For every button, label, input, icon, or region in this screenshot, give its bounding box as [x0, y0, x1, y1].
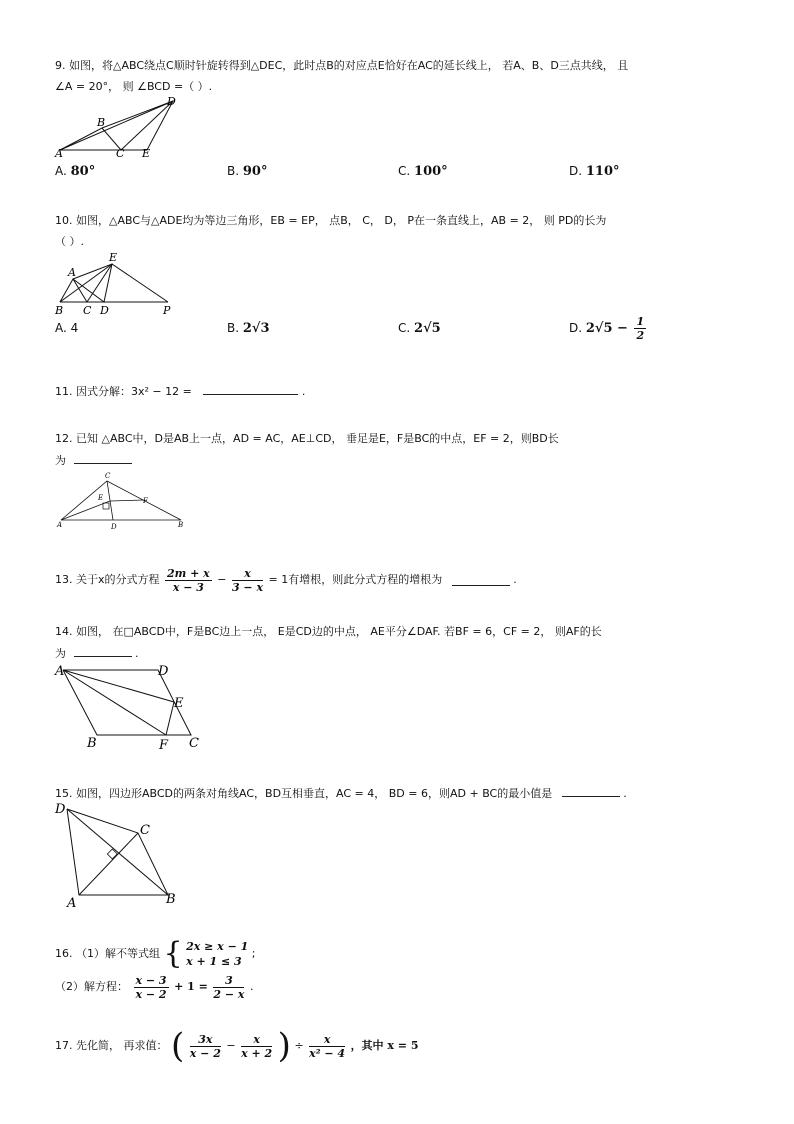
q14-line1: 14. 如图， 在□ABCD中，F是BC边上一点， E是CD边的中点， AE平分∠DAF. 若BF = 6，CF = 2， 则AF的长 [55, 625, 602, 638]
denominator: 3 − x [231, 580, 264, 594]
q17-fraction-2 [241, 1033, 272, 1060]
numerator: x [309, 1033, 345, 1047]
q14-label-b: B [87, 736, 97, 751]
q9-figure [55, 95, 185, 160]
q14-label-f: F [159, 738, 169, 753]
q13-fraction-1 [165, 567, 212, 594]
q15-figure [53, 800, 188, 912]
option-value: 80° [70, 164, 96, 179]
denominator: x − 2 [189, 1046, 221, 1060]
q14-label-c: C [189, 736, 199, 751]
q10-d-fraction [634, 315, 646, 342]
left-brace-icon: { [163, 936, 183, 971]
q12-label-b: B [178, 521, 184, 529]
q12-label-a: A [57, 521, 63, 529]
numerator: 3 [213, 974, 244, 988]
q10-label-b: B [55, 304, 64, 317]
option-value: 4 [70, 321, 79, 335]
q11-prompt: 11. 因式分解：3x² − 12 = [55, 385, 192, 398]
q13-suffix: = 1有增根，则此分式方程的增根为 [268, 573, 443, 586]
q9-option-d[interactable] [569, 164, 620, 179]
q16-part2-label: （2）解方程： [55, 980, 128, 993]
q12-label-e: E [98, 494, 104, 502]
denominator: x² − 4 [309, 1046, 346, 1060]
q12-label-d: D [111, 523, 117, 531]
denominator: x − 3 [172, 580, 204, 594]
q10-label-p: P [163, 304, 171, 317]
q16-end: . [249, 980, 254, 993]
q15-answer-blank[interactable] [562, 786, 620, 797]
q9-line1: 9. 如图，将△ABC绕点C顺时针旋转得到△DEC，此时点B的对应点E恰好在AC的延长线上， 若A、B、D三点共线， 且 [55, 59, 629, 72]
q10-option-d[interactable] [569, 315, 648, 342]
q14-line2 [55, 646, 139, 661]
q12-line2 [55, 453, 132, 468]
q10-figure [55, 251, 180, 317]
q17-prefix: 17. 先化简， 再求值： [55, 1039, 168, 1052]
q15-label-b: B [166, 892, 176, 907]
q9-label-e: E [142, 147, 151, 160]
minus-sign: − [226, 1039, 236, 1052]
q15-end: . [623, 787, 627, 800]
option-value: 2√5 − [585, 321, 633, 336]
option-value: 2√5 [414, 321, 441, 336]
denominator: x − 2 [135, 987, 167, 1001]
q9-option-c[interactable] [398, 164, 448, 179]
q12-answer-blank[interactable] [74, 453, 132, 464]
q11-text [55, 384, 305, 399]
q12-figure [57, 470, 187, 530]
denominator: x + 2 [241, 1046, 273, 1060]
q17-fraction-1 [190, 1033, 221, 1060]
q9-option-a[interactable] [55, 164, 95, 179]
q15-prompt: 15. 如图，四边形ABCD的两条对角线AC，BD互相垂直，AC = 4， BD = 6，则AD + BC的最小值是 [55, 787, 553, 800]
inequality-2: x + 1 ≤ 3 [186, 955, 242, 968]
inequality-1: 2x ≥ x − 1 [186, 940, 249, 953]
q9-label-b: B [97, 116, 106, 129]
denominator: 2 [636, 329, 645, 342]
numerator: x [232, 567, 263, 581]
option-letter: D. [569, 164, 583, 178]
q11-end: . [301, 385, 306, 398]
q10-label-c: C [83, 304, 92, 317]
q9-label-a: A [55, 147, 63, 160]
numerator: 3x [190, 1033, 221, 1047]
q17-fraction-3 [309, 1033, 345, 1060]
numerator: 2m + x [167, 566, 210, 580]
q15-label-a: A [67, 896, 77, 911]
q10-label-d: D [100, 304, 109, 317]
q17-suffix: ，其中 x = 5 [350, 1039, 419, 1052]
q10-label-a: A [68, 266, 76, 279]
q13-end: . [513, 573, 517, 586]
q12-label-f: F [143, 497, 148, 505]
inequality-system [186, 939, 248, 969]
numerator: 1 [636, 315, 645, 328]
q9-option-b[interactable] [227, 164, 267, 179]
q10-line1: 10. 如图，△ABC与△ADE均为等边三角形，EB = EP， 点B， C， D， P在一条直线上，AB = 2， 则 PD的长为 [55, 214, 607, 227]
q14-label-e: E [174, 696, 184, 711]
option-letter: C. [398, 164, 411, 178]
q14-figure [55, 662, 205, 753]
q14-label-d: D [158, 664, 169, 679]
q16-part1 [55, 938, 256, 970]
q15-text [55, 786, 627, 801]
option-value: 100° [414, 164, 448, 179]
q13-fraction-2 [232, 567, 263, 594]
left-paren: ( [171, 1026, 185, 1066]
q9-line2: ∠A = 20°， 则 ∠BCD =（ ）. [55, 80, 213, 93]
q13-prefix: 13. 关于x的分式方程 [55, 573, 160, 586]
divide-sign: ÷ [294, 1039, 304, 1052]
numerator: x [241, 1033, 272, 1047]
q11-answer-blank[interactable] [203, 384, 298, 395]
q14-end: . [135, 647, 139, 660]
option-value: 90° [242, 164, 268, 179]
option-letter: A. [55, 164, 67, 178]
q10-option-c[interactable] [398, 321, 441, 336]
q14-answer-blank[interactable] [74, 646, 132, 657]
q12-prefix: 为 [55, 454, 66, 467]
numerator: x − 3 [135, 973, 167, 987]
q16-part1-label: 16. （1）解不等式组 [55, 947, 160, 960]
option-letter: C. [398, 321, 411, 335]
q17-text [55, 1026, 419, 1066]
option-value: 110° [585, 164, 620, 179]
q16-fraction-2 [213, 974, 244, 1001]
q12-line1: 12. 已知 △ABC中，D是AB上一点，AD = AC，AE⊥CD， 垂足是E，F是BC的中点，EF = 2，则BD长 [55, 432, 559, 445]
q15-label-d: D [55, 802, 66, 817]
right-paren: ) [277, 1026, 291, 1066]
denominator: 2 − x [213, 987, 245, 1001]
option-letter: B. [227, 164, 240, 178]
q9-label-c: C [116, 147, 125, 160]
q10-option-b[interactable] [227, 321, 270, 336]
q14-prefix: 为 [55, 647, 66, 660]
q14-label-a: A [55, 664, 65, 679]
q9-label-d: D [167, 95, 176, 108]
q12-label-c: C [105, 472, 111, 480]
option-letter: B. [227, 321, 240, 335]
plus-one-equals: + 1 = [174, 980, 208, 993]
option-value: 2√3 [242, 321, 270, 336]
option-letter: A. [55, 321, 67, 335]
q10-label-e: E [109, 251, 118, 264]
q13-answer-blank[interactable] [452, 575, 510, 586]
option-letter: D. [569, 321, 583, 335]
semicolon: ; [251, 947, 256, 960]
q16-fraction-1 [134, 974, 169, 1001]
q16-part2 [55, 972, 253, 1002]
q10-option-a[interactable] [55, 321, 78, 335]
minus-sign: − [217, 573, 227, 586]
q10-line2: （ ）. [55, 235, 84, 248]
q13-text [55, 566, 517, 594]
q15-label-c: C [140, 823, 150, 838]
